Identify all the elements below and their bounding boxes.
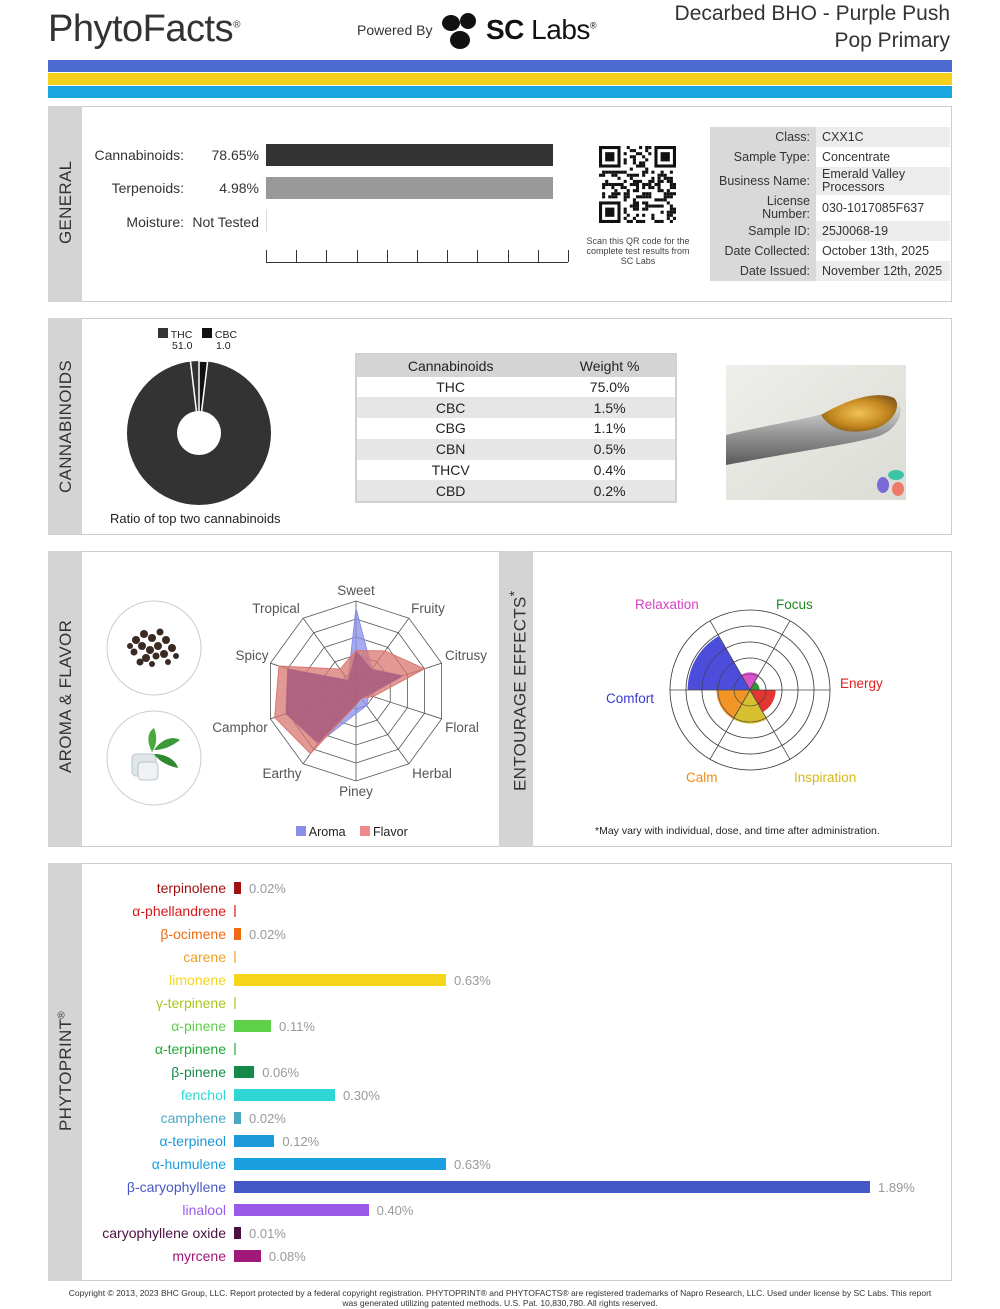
donut-legend-thc: [158, 328, 192, 352]
effect-label: Relaxation: [635, 597, 699, 612]
flavor-legend-label: Flavor: [373, 825, 408, 839]
donut-legend-cbc: [202, 328, 237, 352]
cannabinoid-name: CBG: [435, 420, 466, 437]
brand-name: PhytoFacts: [48, 8, 234, 50]
phytoprint-label-text: PHYTOPRINT: [56, 1018, 75, 1131]
brand-logo: [48, 8, 240, 51]
terpene-bar: [234, 1112, 241, 1124]
donut-caption: Ratio of top two cannabinoids: [110, 511, 281, 526]
terpene-bar: [234, 974, 446, 986]
terpene-bar: [234, 997, 236, 1009]
qr-code-icon[interactable]: [599, 146, 676, 223]
stripe-blue: [48, 60, 952, 72]
terpene-name: α-terpineol: [159, 1133, 226, 1149]
terpene-bar: [234, 882, 241, 894]
axis-tick: [387, 250, 388, 262]
terpene-value: 0.63%: [454, 973, 491, 988]
cannabinoid-row: [357, 377, 676, 398]
terpene-name: β-pinene: [171, 1064, 226, 1080]
terpene-name: fenchol: [180, 1087, 226, 1103]
powered-by-label: Powered By: [357, 22, 433, 38]
cannabinoid-name: CBD: [357, 480, 545, 501]
terpene-name: myrcene: [172, 1248, 226, 1264]
cannabinoid-row: [357, 418, 676, 439]
cannabinoid-row: [357, 439, 676, 460]
info-row: [710, 241, 950, 261]
aroma-side: [48, 551, 82, 847]
cannabinoids-bar: [266, 144, 553, 166]
phytoprint-label-mark: ®: [56, 1011, 68, 1019]
terpene-bar: [234, 1250, 261, 1262]
terpenoids-label: Terpenoids:: [111, 180, 184, 196]
radar-axis-label: Citrusy: [444, 648, 488, 663]
thc-legend-swatch: [158, 328, 168, 338]
terpene-value: 0.02%: [249, 1111, 286, 1126]
effect-label: Energy: [840, 676, 883, 691]
thc-legend-ratio: 51.0: [172, 340, 193, 352]
terpene-name: α-terpinene: [154, 1041, 226, 1057]
terpene-name: γ-terpinene: [155, 995, 226, 1011]
mint-ice-icon: [106, 710, 202, 806]
cannabinoid-weight: 0.4%: [593, 462, 626, 479]
terpene-bar: [234, 1020, 271, 1032]
terpene-value: 0.12%: [282, 1134, 320, 1149]
terpenoids-bar: [266, 177, 553, 199]
terpene-name: caryophyllene oxide: [102, 1225, 226, 1241]
cannabinoid-weight: 0.5%: [544, 439, 675, 460]
flavor-legend-swatch: [360, 826, 370, 836]
cannabinoid-row: [357, 460, 676, 481]
lab-mark: ®: [589, 20, 597, 31]
cannabinoid-row: [357, 397, 676, 418]
info-value: 030-1017085F637: [816, 195, 950, 221]
info-value: October 13th, 2025: [816, 241, 950, 261]
terpene-value: 0.63%: [454, 1157, 491, 1172]
info-key: Sample Type:: [710, 147, 816, 167]
info-value: 25J0068-19: [816, 221, 950, 241]
thc-legend-name: THC: [170, 329, 193, 341]
info-row: [710, 127, 950, 147]
terpene-bar: [234, 1043, 236, 1055]
terpene-name: β-ocimene: [160, 926, 226, 942]
general-section-label: GENERAL: [56, 160, 75, 244]
info-row: [710, 195, 950, 221]
effects-footnote: *May vary with individual, dose, and time after administration.: [595, 825, 880, 837]
radar-axis-label: Camphor: [212, 720, 268, 735]
entourage-effects-chart: [670, 610, 830, 770]
effect-label: Focus: [776, 597, 813, 612]
terpene-value: 1.89%: [878, 1180, 915, 1195]
radar-axis-label: Floral: [445, 720, 479, 735]
brand-mark: ®: [233, 19, 240, 31]
terpene-name: α-humulene: [151, 1156, 226, 1172]
cbc-legend-name: CBC: [214, 329, 238, 341]
effect-label: Calm: [686, 770, 718, 785]
cb-header-weight: Weight %: [544, 355, 675, 377]
cbc-legend-swatch: [202, 328, 212, 338]
terpene-bar: [234, 905, 236, 917]
info-key: Sample ID:: [710, 221, 816, 241]
effects-label-mark: *: [507, 590, 523, 597]
footer-line-2: was generated utilizing patented methods. U.S. Pat. 10,830,780. All rights reserved.: [342, 1298, 658, 1308]
terpene-bar: [234, 1204, 369, 1216]
product-title: [675, 0, 950, 54]
info-key: Class:: [710, 127, 816, 147]
effects-side: [499, 551, 533, 847]
general-axis: [266, 262, 568, 263]
title-line-2: Pop Primary: [834, 29, 950, 52]
terpene-name: terpinolene: [156, 880, 226, 896]
terpene-value: 0.08%: [268, 1249, 306, 1264]
lab-name-rest: Labs: [523, 14, 590, 45]
terpene-value: 0.02%: [249, 881, 286, 896]
axis-tick: [296, 250, 297, 262]
terpene-name: linalool: [182, 1202, 226, 1218]
effect-label: Comfort: [606, 691, 655, 706]
radar-axis-label: Piney: [339, 784, 373, 799]
terpene-bar: [234, 928, 241, 940]
terpene-value: 0.01%: [249, 1226, 286, 1241]
axis-tick: [326, 250, 327, 262]
cannabinoid-weight: 1.1%: [593, 420, 626, 437]
sc-labs-wordmark: [486, 14, 596, 46]
axis-tick: [447, 250, 448, 262]
cannabinoids-label: Cannabinoids:: [94, 147, 184, 163]
terpene-bar: [234, 1089, 335, 1101]
info-row: [710, 261, 950, 281]
moisture-value: Not Tested: [192, 214, 259, 230]
info-key: License Number:: [710, 195, 816, 221]
info-row: [710, 221, 950, 241]
footer-line-1: Copyright © 2013, 2023 BHC Group, LLC. Report protected by a federal copyright registration. PHYTOPRINT® and PHYTOFACTS® are registered trademarks of Napro Research, LLC. Used under license by SC Labs. This report: [68, 1288, 932, 1298]
terpene-bar: [234, 1158, 446, 1170]
qr-caption: Scan this QR code for the complete test results from SC Labs: [586, 236, 690, 266]
cannabinoids-value: 78.65%: [211, 147, 259, 163]
radar-axis-label: Tropical: [252, 601, 300, 616]
terpene-name: α-phellandrene: [132, 903, 226, 919]
stripe-yellow: [48, 73, 952, 85]
lab-name-bold: SC: [486, 14, 524, 45]
cannabinoid-name: CBN: [357, 439, 545, 460]
info-value: Emerald Valley Processors: [816, 167, 950, 195]
aroma-legend-swatch: [296, 826, 306, 836]
aroma-legend: [296, 825, 408, 839]
terpene-value: 0.40%: [376, 1203, 414, 1218]
aroma-section-label: AROMA & FLAVOR: [56, 619, 75, 773]
stripe-cyan: [48, 86, 952, 98]
cannabinoid-weight: 1.5%: [544, 397, 675, 418]
cannabinoid-weight: 0.2%: [544, 480, 675, 501]
cannabinoid-table: [355, 353, 677, 503]
sc-labs-logo-icon: [440, 10, 480, 52]
axis-tick: [477, 250, 478, 262]
effects-label-text: ENTOURAGE EFFECTS: [510, 596, 530, 791]
cannabinoid-name: THC: [436, 378, 466, 395]
cb-header-name: Cannabinoids: [357, 355, 545, 377]
info-value: Concentrate: [816, 147, 950, 167]
terpenoids-value: 4.98%: [219, 180, 259, 196]
general-side: [48, 106, 82, 302]
sample-info-table: [710, 127, 950, 281]
info-row: [710, 167, 950, 195]
product-photo-icon: [726, 365, 906, 500]
moisture-bar: [266, 210, 267, 232]
terpene-bar: [234, 951, 236, 963]
info-key: Date Issued:: [710, 261, 816, 281]
moisture-label: Moisture:: [126, 214, 184, 230]
effects-section-label: [507, 591, 531, 791]
axis-tick: [538, 250, 539, 262]
terpene-value: 0.02%: [249, 927, 286, 942]
terpene-bar: [234, 1066, 254, 1078]
info-value: November 12th, 2025: [816, 261, 950, 281]
axis-tick: [357, 250, 358, 262]
cannabinoids-side: [48, 318, 82, 535]
terpene-name: β-caryophyllene: [126, 1179, 226, 1195]
cannabinoid-weight: 75.0%: [589, 378, 630, 395]
radar-axis-label: Spicy: [235, 648, 269, 663]
cannabinoids-section-label: CANNABINOIDS: [56, 359, 75, 493]
effect-label: Inspiration: [794, 770, 857, 785]
radar-axis-label: Sweet: [337, 583, 375, 598]
terpene-name: carene: [183, 949, 226, 965]
axis-tick: [568, 250, 569, 262]
info-key: Date Collected:: [710, 241, 816, 261]
axis-tick: [417, 250, 418, 262]
terpene-value: 0.30%: [342, 1088, 380, 1103]
axis-tick: [266, 250, 267, 262]
cannabinoid-name: THCV: [431, 462, 470, 479]
cbc-legend-ratio: 1.0: [216, 340, 231, 352]
terpene-name: camphene: [160, 1110, 226, 1126]
cannabinoid-donut-chart: [126, 360, 272, 506]
terpene-value: 0.11%: [279, 1019, 315, 1034]
terpene-bar: [234, 1135, 274, 1147]
footer-copyright: [50, 1288, 950, 1308]
terpene-bar: [234, 1227, 241, 1239]
info-key: Business Name:: [710, 167, 816, 195]
radar-axis-label: Herbal: [412, 766, 452, 781]
cannabinoid-name: CBC: [357, 397, 545, 418]
black-pepper-icon: [106, 600, 202, 696]
aroma-legend-label: Aroma: [308, 825, 346, 839]
radar-axis-label: Earthy: [262, 766, 302, 781]
radar-axis-label: Fruity: [411, 601, 445, 616]
terpene-name: limonene: [169, 972, 226, 988]
aroma-flavor-radar-chart: [212, 583, 488, 805]
info-row: [710, 147, 950, 167]
donut-hole: [177, 411, 221, 455]
terpene-value: 0.06%: [262, 1065, 300, 1080]
info-value: CXX1C: [816, 127, 950, 147]
title-line-1: Decarbed BHO - Purple Push: [674, 2, 950, 25]
cannabinoid-row: [357, 480, 676, 501]
terpene-bar: [234, 1181, 870, 1193]
terpene-name: α-pinene: [171, 1018, 226, 1034]
axis-tick: [508, 250, 509, 262]
